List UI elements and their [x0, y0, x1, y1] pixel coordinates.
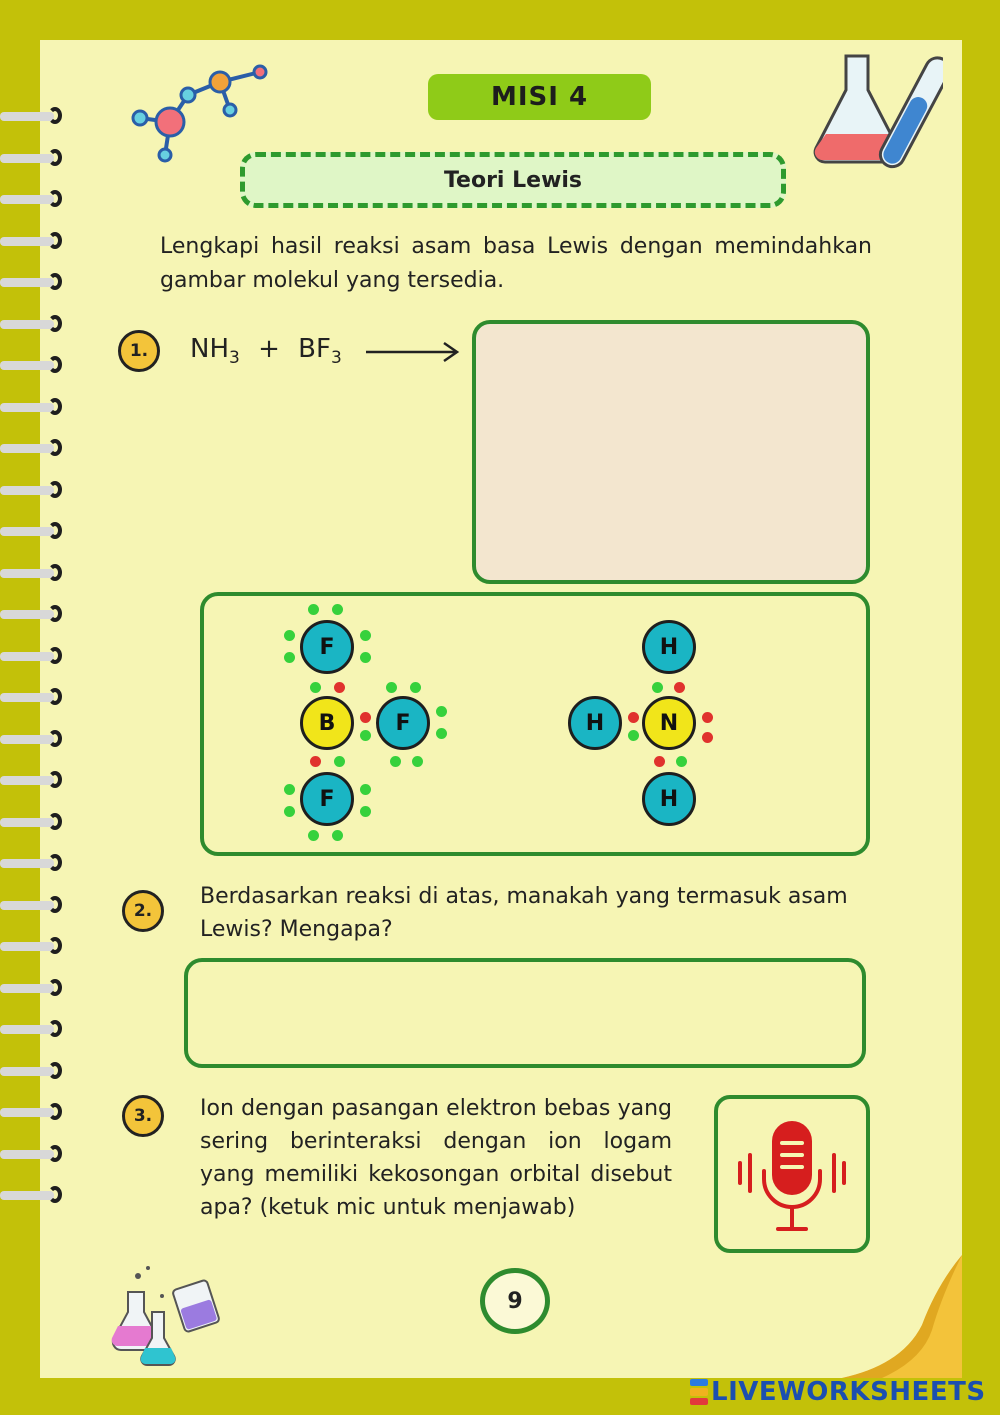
reactant-nh3-subscript: 3	[229, 348, 240, 368]
atom-f-right: F	[376, 696, 430, 750]
page-number: 9	[480, 1268, 550, 1334]
binding-ring	[0, 397, 70, 417]
bf3-molecule[interactable]	[280, 600, 450, 850]
binding-ring	[0, 480, 70, 500]
question-3-text: Ion dengan pasangan elektron bebas yang sering berinteraksi dengan ion logam yang memiliki kekosongan orbital disebut apa? (ketuk mic untuk menjawab)	[200, 1096, 672, 1220]
atom-b-center: B	[300, 696, 354, 750]
binding-ring	[0, 646, 70, 666]
binding-ring	[0, 812, 70, 832]
electron	[674, 682, 685, 693]
plus-sign: +	[258, 334, 280, 364]
instruction-text: Lengkapi hasil reaksi asam basa Lewis dengan memindahkan gambar molekul yang tersedia.	[160, 234, 872, 293]
question-3-badge: 3.	[122, 1095, 164, 1137]
watermark-text: LIVEWORKSHEETS	[711, 1377, 986, 1407]
binding-ring	[0, 106, 70, 126]
electron	[676, 756, 687, 767]
mission-title: MISI 4	[428, 74, 651, 120]
atom-f-bottom: F	[300, 772, 354, 826]
binding-ring	[0, 1185, 70, 1205]
flask-test-tube-icon	[808, 48, 943, 183]
liveworksheets-logo-icon	[690, 1379, 708, 1405]
binding-ring	[0, 563, 70, 583]
electron	[386, 682, 397, 693]
product-drop-zone[interactable]	[472, 320, 870, 584]
binding-ring	[0, 604, 70, 624]
binding-ring	[0, 314, 70, 334]
binding-ring	[0, 1144, 70, 1164]
question-1-badge: 1.	[118, 330, 160, 372]
binding-ring	[0, 770, 70, 790]
electron	[308, 604, 319, 615]
electron	[360, 730, 371, 741]
liveworksheets-watermark	[690, 1372, 986, 1412]
binding-ring	[0, 231, 70, 251]
binding-ring	[0, 148, 70, 168]
electron	[652, 682, 663, 693]
electron	[334, 756, 345, 767]
electron	[654, 756, 665, 767]
electron	[360, 652, 371, 663]
electron	[628, 712, 639, 723]
binding-ring	[0, 895, 70, 915]
question-2-text: Berdasarkan reaksi di atas, manakah yang termasuk asam Lewis? Mengapa?	[200, 884, 848, 942]
microphone-icon	[718, 1099, 866, 1249]
binding-ring	[0, 729, 70, 749]
electron	[332, 604, 343, 615]
binding-ring	[0, 1102, 70, 1122]
topic-title: Teori Lewis	[240, 152, 786, 208]
atom-h-left: H	[568, 696, 622, 750]
electron	[628, 730, 639, 741]
electron	[702, 712, 713, 723]
binding-ring	[0, 355, 70, 375]
electron	[284, 630, 295, 641]
molecule-decoration-icon	[120, 60, 270, 165]
binding-ring	[0, 521, 70, 541]
electron	[284, 806, 295, 817]
binding-ring	[0, 978, 70, 998]
binding-ring	[0, 1061, 70, 1081]
nh3-molecule[interactable]	[560, 600, 730, 850]
binding-ring	[0, 189, 70, 209]
question-2-badge: 2.	[122, 890, 164, 932]
electron	[702, 732, 713, 743]
electron	[310, 682, 321, 693]
electron	[360, 630, 371, 641]
electron	[284, 652, 295, 663]
answer-2-input[interactable]	[184, 958, 866, 1068]
binding-ring	[0, 272, 70, 292]
reactant-nh3: NH	[190, 334, 229, 364]
electron	[332, 830, 343, 841]
electron	[412, 756, 423, 767]
electron	[360, 712, 371, 723]
atom-h-bottom: H	[642, 772, 696, 826]
electron	[308, 830, 319, 841]
electron	[410, 682, 421, 693]
page-curl-icon	[842, 1255, 962, 1378]
atom-n-center: N	[642, 696, 696, 750]
reaction-arrow-icon	[364, 340, 460, 364]
binding-ring	[0, 1019, 70, 1039]
binding-ring	[0, 853, 70, 873]
electron	[436, 706, 447, 717]
electron	[360, 784, 371, 795]
reactant-bf3-subscript: 3	[330, 348, 342, 368]
electron	[360, 806, 371, 817]
mic-record-button[interactable]	[714, 1095, 870, 1253]
electron	[310, 756, 321, 767]
reaction-equation	[190, 334, 342, 368]
electron	[436, 728, 447, 739]
binding-ring	[0, 438, 70, 458]
atom-f-top: F	[300, 620, 354, 674]
reactant-bf3: BF	[298, 334, 331, 364]
binding-ring	[0, 936, 70, 956]
electron	[284, 784, 295, 795]
electron	[334, 682, 345, 693]
beakers-decoration-icon	[108, 1262, 228, 1372]
atom-h-top: H	[642, 620, 696, 674]
electron	[390, 756, 401, 767]
binding-ring	[0, 687, 70, 707]
